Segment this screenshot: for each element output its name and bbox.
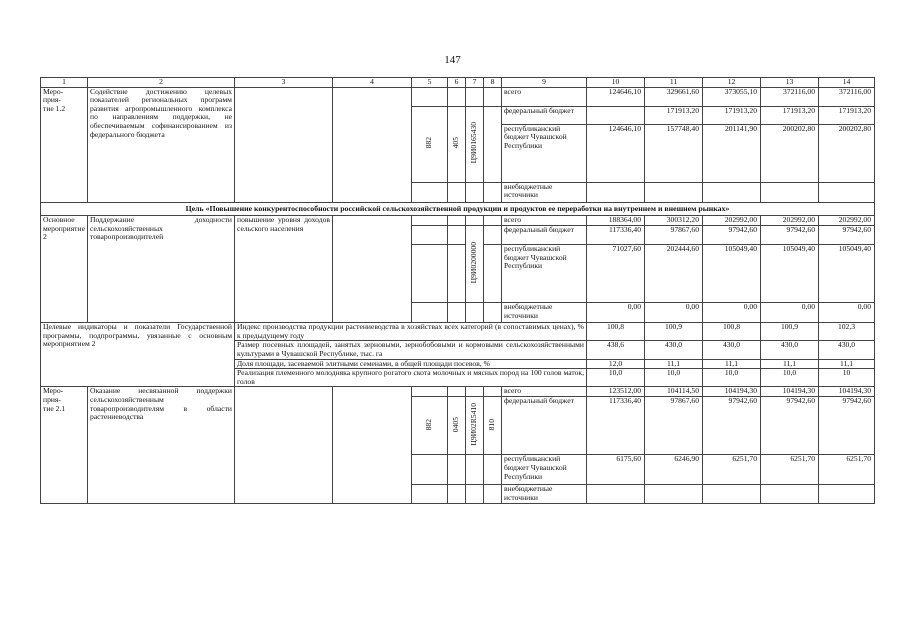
indicator-name: Реализация племенного молодняка крупного рогатого скота молочных и мясных пород на 100 голов маток, голов (235, 369, 587, 387)
indicators-label: Целевые индикаторы и показатели Государственной программы, подпрограммы, увязанные с основным мероприятием 2 (41, 323, 235, 387)
cell (448, 87, 466, 106)
cell (412, 245, 448, 303)
col-header: 10 (587, 78, 645, 88)
value-cell: 12,0 (587, 359, 645, 369)
cell (484, 226, 502, 245)
value-cell (645, 182, 703, 202)
code-cell (466, 397, 484, 455)
value-cell (819, 485, 875, 503)
value-cell: 102,3 (819, 323, 875, 341)
cell (412, 226, 448, 245)
value-cell: 100,8 (703, 323, 761, 341)
cell (484, 106, 502, 182)
value-cell: 97867,60 (645, 226, 703, 245)
value-cell: 300312,20 (645, 216, 703, 226)
funding-source: внебюджетные источники (502, 182, 587, 202)
value-cell: 438,6 (587, 341, 645, 359)
value-cell (761, 485, 819, 503)
value-cell: 105049,40 (703, 245, 761, 303)
goal-heading: Цель «Повышение конкурентоспособности российской сельскохозяйственной продукции и продуктов ее переработки на внутреннем и внешнем рынках» (41, 202, 875, 216)
value-cell: 171913,20 (645, 106, 703, 124)
code-cell (466, 106, 484, 182)
funding-source: всего (502, 387, 587, 397)
col-header: 6 (448, 78, 466, 88)
value-cell: 6251,70 (819, 455, 875, 485)
value-cell: 104194,30 (761, 387, 819, 397)
value-cell: 0,00 (645, 303, 703, 323)
col-header: 7 (466, 78, 484, 88)
value-cell: 200202,80 (819, 124, 875, 182)
cell (448, 216, 466, 226)
value-cell: 6251,70 (761, 455, 819, 485)
value-cell: 171913,20 (761, 106, 819, 124)
expense-type-code: 810 (487, 418, 497, 431)
indicator-name: Размер посевных площадей, занятых зерновыми, зернобобовыми и кормовыми сельскохозяйственными культурами в Чувашской Республике, тыс. га (235, 341, 587, 359)
code-cell (412, 397, 448, 455)
col-header: 2 (88, 78, 235, 88)
cell (412, 182, 448, 202)
value-cell (761, 182, 819, 202)
value-cell: 124646,10 (587, 87, 645, 106)
value-cell: 97942,60 (819, 397, 875, 455)
value-cell (703, 182, 761, 202)
measure-code: Основное мероприятие 2 (41, 216, 88, 323)
value-cell: 188364,00 (587, 216, 645, 226)
code-cell (412, 106, 448, 182)
cell (484, 182, 502, 202)
value-cell: 329661,60 (645, 87, 703, 106)
col-header: 1 (41, 78, 88, 88)
value-cell: 430,0 (703, 341, 761, 359)
value-cell: 100,8 (587, 323, 645, 341)
cell (412, 387, 448, 397)
code-cell (484, 397, 502, 455)
value-cell (703, 485, 761, 503)
funding-source: республиканский бюджет Чувашской Республики (502, 124, 587, 182)
cell (412, 216, 448, 226)
value-cell: 6175,60 (587, 455, 645, 485)
value-cell: 0,00 (819, 303, 875, 323)
value-cell: 202992,00 (819, 216, 875, 226)
value-cell (587, 182, 645, 202)
target-article-code: Ц9И02R5410 (469, 403, 479, 446)
cell (448, 226, 466, 245)
value-cell: 100,9 (645, 323, 703, 341)
value-cell: 430,0 (819, 341, 875, 359)
grbs-code: 882 (424, 418, 434, 431)
cell (466, 182, 484, 202)
value-cell: 100,9 (761, 323, 819, 341)
section-code: 0405 (451, 416, 461, 433)
col-header: 9 (502, 78, 587, 88)
value-cell: 430,0 (645, 341, 703, 359)
value-cell: 11,1 (819, 359, 875, 369)
page-number: 147 (444, 54, 461, 66)
value-cell: 105049,40 (761, 245, 819, 303)
funding-source: федеральный бюджет (502, 397, 587, 455)
value-cell: 201141,90 (703, 124, 761, 182)
value-cell: 373055,10 (703, 87, 761, 106)
value-cell: 124646,10 (587, 124, 645, 182)
value-cell: 104194,30 (703, 387, 761, 397)
value-cell: 117336,40 (587, 397, 645, 455)
cell (448, 455, 466, 485)
cell (466, 216, 484, 226)
value-cell (645, 485, 703, 503)
value-cell: 97942,60 (703, 226, 761, 245)
funding-source: внебюджетные источники (502, 303, 587, 323)
funding-source: всего (502, 216, 587, 226)
funding-source: федеральный бюджет (502, 226, 587, 245)
value-cell: 10,0 (761, 369, 819, 387)
value-cell: 11,1 (645, 359, 703, 369)
value-cell: 97942,60 (703, 397, 761, 455)
code-cell (448, 397, 466, 455)
cell (333, 387, 412, 503)
value-cell: 123512,00 (587, 387, 645, 397)
value-cell: 0,00 (703, 303, 761, 323)
value-cell: 157748,40 (645, 124, 703, 182)
target-article-code: Ц9И0200000 (469, 242, 479, 284)
value-cell: 6246,90 (645, 455, 703, 485)
measure-name: Оказание несвязанной поддержки сельскохозяйственным товаропроизводителям в области растениеводства (88, 387, 235, 503)
cell (484, 387, 502, 397)
cell (333, 87, 412, 202)
value-cell: 71027,60 (587, 245, 645, 303)
measure-code: Меро- прия- тие 1.2 (41, 87, 88, 202)
column-number-row (41, 78, 875, 88)
value-cell: 372116,00 (819, 87, 875, 106)
cell (412, 303, 448, 323)
indicator-row (41, 323, 875, 341)
value-cell: 97867,60 (645, 397, 703, 455)
cell (448, 485, 466, 503)
cell (448, 387, 466, 397)
value-cell: 202444,60 (645, 245, 703, 303)
cell (412, 87, 448, 106)
cell (484, 87, 502, 106)
value-cell: 97942,60 (761, 397, 819, 455)
table-row (41, 87, 875, 106)
program-table-container (40, 77, 874, 504)
value-cell: 104194,30 (819, 387, 875, 397)
table-row (41, 216, 875, 226)
cell (466, 485, 484, 503)
cell (448, 245, 466, 303)
indicator-name: Индекс производства продукции растениеводства в хозяйствах всех категорий (в сопоставимых ценах), % к предыдущему году (235, 323, 587, 341)
indicator-name: Доля площади, засеваемой элитными семенами, в общей площади посевов, % (235, 359, 587, 369)
value-cell: 202992,00 (703, 216, 761, 226)
value-cell: 117336,40 (587, 226, 645, 245)
cell (466, 303, 484, 323)
value-cell: 200202,80 (761, 124, 819, 182)
value-cell: 372116,00 (761, 87, 819, 106)
goal-row (41, 202, 875, 216)
table-row (41, 387, 875, 397)
value-cell (819, 182, 875, 202)
section-code: 405 (451, 137, 461, 149)
value-cell: 10,0 (645, 369, 703, 387)
cell (466, 387, 484, 397)
value-cell: 0,00 (761, 303, 819, 323)
value-cell: 0,00 (587, 303, 645, 323)
cell (484, 303, 502, 323)
cell (484, 485, 502, 503)
cell (484, 455, 502, 485)
funding-source: федеральный бюджет (502, 106, 587, 124)
funding-source: всего (502, 87, 587, 106)
col-header: 14 (819, 78, 875, 88)
value-cell: 105049,40 (819, 245, 875, 303)
cell (466, 455, 484, 485)
measure-name: Поддержание доходности сельскохозяйственных товаропроизводителей (88, 216, 235, 323)
value-cell: 97942,60 (819, 226, 875, 245)
col-header: 11 (645, 78, 703, 88)
funding-source: внебюджетные источники (502, 485, 587, 503)
funding-source: республиканский бюджет Чувашской Республики (502, 245, 587, 303)
value-cell: 10,0 (703, 369, 761, 387)
cell (448, 182, 466, 202)
col-header: 13 (761, 78, 819, 88)
value-cell: 10,0 (587, 369, 645, 387)
col-header: 3 (235, 78, 333, 88)
expected-result: повышение уровня доходов сельского населения (235, 216, 333, 323)
value-cell: 6251,70 (703, 455, 761, 485)
cell (235, 387, 333, 503)
cell (466, 87, 484, 106)
value-cell (587, 485, 645, 503)
col-header: 4 (333, 78, 412, 88)
value-cell: 11,1 (761, 359, 819, 369)
code-cell (466, 226, 484, 303)
cell (412, 455, 448, 485)
value-cell: 10 (819, 369, 875, 387)
cell (333, 216, 412, 323)
value-cell (587, 106, 645, 124)
target-article-code: Ц9И0165430 (469, 122, 479, 164)
value-cell: 171913,20 (819, 106, 875, 124)
value-cell: 11,1 (703, 359, 761, 369)
grbs-code: 882 (424, 137, 434, 149)
cell (235, 87, 333, 202)
col-header: 8 (484, 78, 502, 88)
code-cell (448, 106, 466, 182)
program-table (40, 77, 875, 504)
cell (484, 216, 502, 226)
value-cell: 202992,00 (761, 216, 819, 226)
value-cell: 97942,60 (761, 226, 819, 245)
cell (484, 245, 502, 303)
cell (412, 485, 448, 503)
value-cell: 104114,50 (645, 387, 703, 397)
value-cell: 171913,20 (703, 106, 761, 124)
col-header: 12 (703, 78, 761, 88)
value-cell: 430,0 (761, 341, 819, 359)
measure-code: Меро- прия- тие 2.1 (41, 387, 88, 503)
funding-source: республиканский бюджет Чувашской Республики (502, 455, 587, 485)
col-header: 5 (412, 78, 448, 88)
cell (448, 303, 466, 323)
measure-name: Содействие достижению целевых показателей региональных программ развития агропромышленного комплекса по направлениям поддержки, не обеспечиваемым софинансированием из федерального бюджета (88, 87, 235, 202)
